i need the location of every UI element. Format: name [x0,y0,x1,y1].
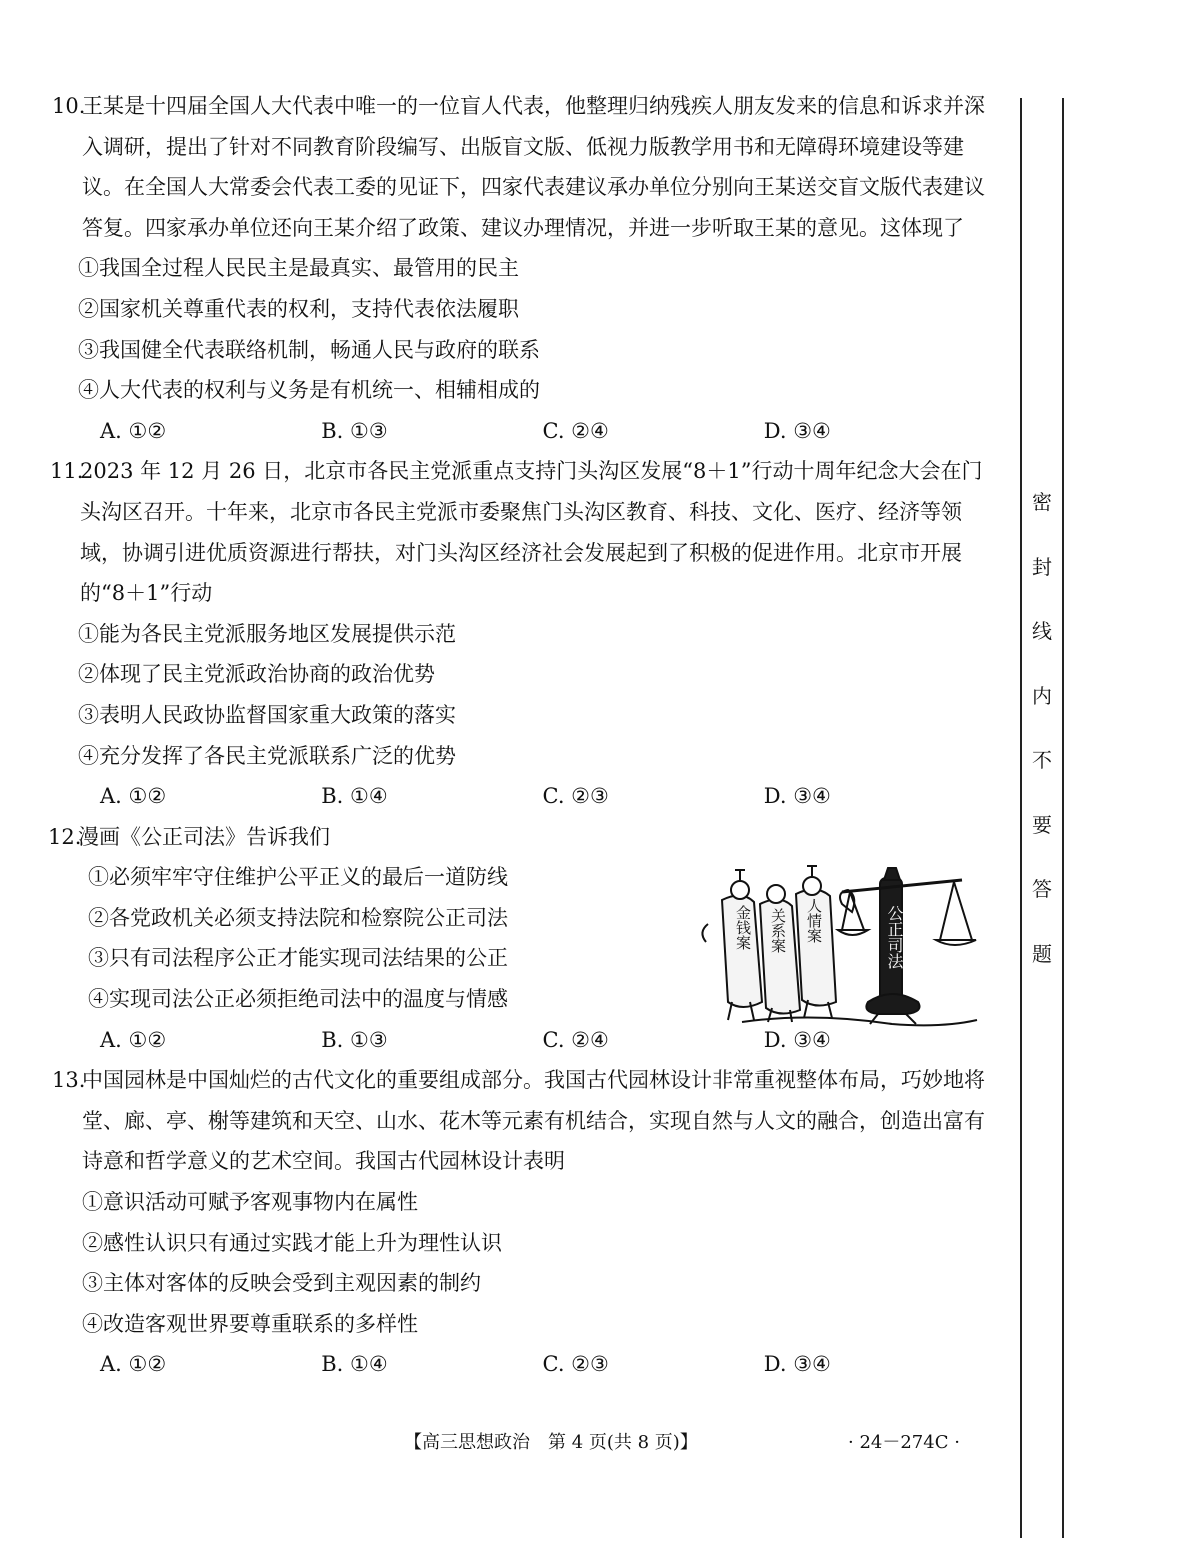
answer-choice-a: A. ①② [100,418,167,443]
statement-option: ③主体对客体的反映会受到主观因素的制约 [82,1271,481,1296]
seal-char: 线 [1032,619,1052,643]
answer-choice-a: A. ①② [100,1027,167,1052]
answer-choice-b: B. ①③ [321,1027,388,1052]
statement-option: ④人大代表的权利与义务是有机统一、相辅相成的 [78,378,540,403]
question-number: 10. [52,94,86,118]
seal-char: 答 [1032,877,1052,901]
answer-choice-c: C. ②③ [542,784,609,809]
cartoon-label-favor-case: 人情案 [805,898,823,943]
seal-char: 不 [1032,748,1052,772]
cartoon-label-fair-justice: 公正司法 [885,905,904,969]
statement-option: ②体现了民主党派政治协商的政治优势 [78,662,435,687]
answer-choice-d: D. ③④ [763,784,831,809]
statement-option: ①我国全过程人民民主是最真实、最管用的民主 [78,256,519,281]
answer-choices [40,1344,985,1385]
statement-option: ①意识活动可赋予客观事物内在属性 [82,1190,418,1215]
statement-option: ②感性认识只有通过实践才能上升为理性认识 [82,1230,502,1255]
answer-choice-c: C. ②③ [542,1352,609,1377]
question-number: 12. [48,824,82,849]
question-stem [40,451,985,613]
question-text: 中国园林是中国灿烂的古代文化的重要组成部分。我国古代园林设计非常重视整体布局，巧妙地将堂、廊、亭、榭等建筑和天空、山水、花木等元素有机结合，实现自然与人文的融合，创造出富有诗意和哲学意义的艺术空间。我国古代园林设计表明 [82,1068,985,1174]
seal-char: 题 [1032,941,1052,966]
question-10 [40,86,985,451]
statement-option: ②各党政机关必须支持法院和检察院公正司法 [88,905,508,930]
answer-choices [40,776,985,817]
statement-option: ④充分发挥了各民主党派联系广泛的优势 [78,743,456,768]
seal-char: 密 [1032,490,1052,514]
statement-option: ④改造客观世界要尊重联系的多样性 [82,1311,418,1336]
statement-option: ③我国健全代表联络机制，畅通人民与政府的联系 [78,337,540,362]
binding-line-left [1020,98,1022,1538]
statement-option: ④实现司法公正必须拒绝司法中的温度与情感 [88,987,508,1012]
question-text: 漫画《公正司法》告诉我们 [78,824,330,849]
answer-choice-a: A. ①② [100,1352,167,1377]
question-number: 11. [50,459,84,484]
seal-char: 内 [1032,683,1052,708]
cartoon-label-money-case: 金钱案 [734,905,752,950]
footer-page-info: 【高三思想政治 第 4 页(共 8 页)】 [404,1432,698,1453]
answer-choices [40,411,985,452]
answer-choice-c: C. ②④ [542,418,609,443]
statement-option: ①必须牢牢守住维护公平正义的最后一道防线 [88,865,508,890]
answer-choice-b: B. ①③ [321,418,388,443]
seal-line-notice [1030,490,1054,1006]
question-stem [40,86,985,248]
question-text: 王某是十四届全国人大代表中唯一的一位盲人代表，他整理归纳残疾人朋友发来的信息和诉求并深入调研，提出了针对不同教育阶段编写、出版盲文版、低视力版教学用书和无障碍环境建设等建议。在全国人大常委会代表工委的见证下，四家代表建议承办单位分别向王某送交盲文版代表建议答复。四家承办单位还向王某介绍了政策、建议办理情况，并进一步听取王某的意见。这体现了 [82,94,985,240]
answer-choice-d: D. ③④ [763,418,831,443]
question-stem [40,1060,985,1182]
statement-option: ③只有司法程序公正才能实现司法结果的公正 [88,946,508,971]
question-number: 13. [52,1068,86,1093]
binding-line-right [1062,98,1064,1538]
statement-option: ③表明人民政协监督国家重大政策的落实 [78,702,456,727]
exam-page-content [40,86,985,1385]
answer-choice-a: A. ①② [100,784,167,809]
answer-choice-b: B. ①④ [321,784,388,809]
question-11 [40,451,985,816]
question-stem [40,817,985,858]
question-text: 2023 年 12 月 26 日，北京市各民主党派重点支持门头沟区发展“8＋1”行动十周年纪念大会在门头沟区召开。十年来，北京市各民主党派市委聚焦门头沟区教育、科技、文化、医疗、经济等领域，协调引进优质资源进行帮扶，对门头沟区经济社会发展起到了积极的促进作用。北京市开展的“8＋1”行动 [80,459,983,606]
answer-choice-c: C. ②④ [542,1027,609,1052]
footer-paper-code: · 24－274C · [848,1432,960,1453]
answer-choice-b: B. ①④ [321,1352,388,1377]
answer-choice-d: D. ③④ [763,1027,831,1052]
question-13 [40,1060,985,1385]
answer-choice-d: D. ③④ [763,1352,831,1377]
seal-char: 要 [1032,812,1052,837]
statement-option: ①能为各民主党派服务地区发展提供示范 [78,621,456,646]
cartoon-label-relationship-case: 关系案 [769,908,787,953]
statement-option: ②国家机关尊重代表的权利，支持代表依法履职 [78,296,519,321]
seal-char: 封 [1032,554,1052,579]
